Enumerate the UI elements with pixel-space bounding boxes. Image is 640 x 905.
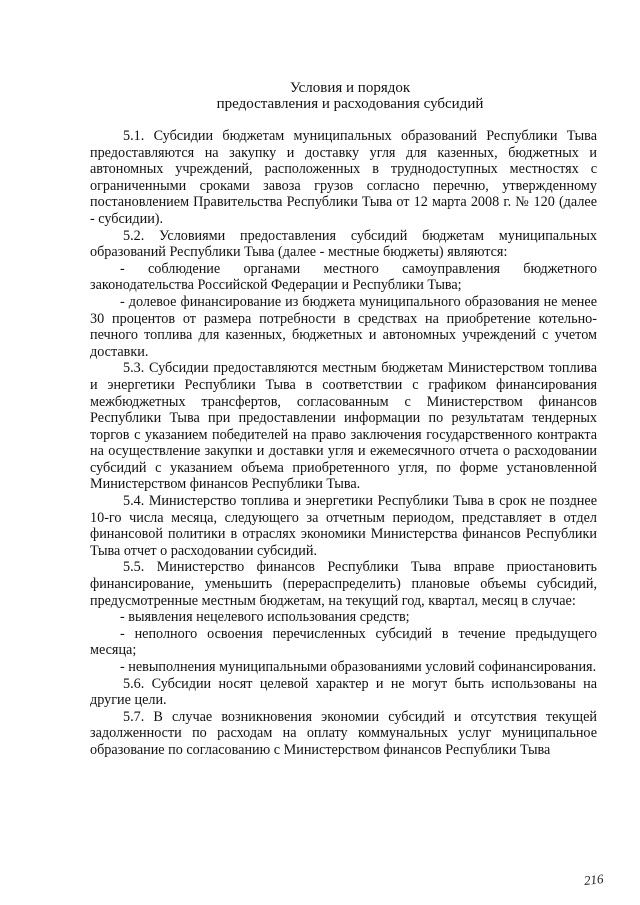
list-item-cofinancing: - долевое финансирование из бюджета муниципального образования не менее 30 процентов от размера потребности в средствах на приобретение котельно-печного топлива для казенных, бюджетных и автономных учреждений с учетом доставки. [90,293,597,360]
handwritten-page-number: 216 [583,871,605,888]
list-item-underuse: - неполного освоения перечисленных субсидий в течение предыдущего месяца; [90,625,597,659]
paragraph-5-3: 5.3. Субсидии предоставляются местным бюджетам Министерством топлива и энергетики Республики Тыва в соответствии с графиком финансирования межбюджетных трансфертов, согласованным с Министерством финансов Республики Тыва при предоставлении информации по результатам тендерных торгов с указанием победителей на право заключения государственного контракта на осуществление закупки и доставки угля и ежемесячного отчета о расходовании субсидий с указанием объема приобретенного угля, по форме установленной Министерством финансов Республики Тыва. [90,360,597,493]
document-title-line-1: Условия и порядок [289,80,411,96]
paragraph-5-6: 5.6. Субсидии носят целевой характер и не могут быть использованы на другие цели. [90,675,597,709]
paragraph-5-1: 5.1. Субсидии бюджетам муниципальных образований Республики Тыва предоставляются на закупку и доставку угля для казенных, бюджетных и автономных учреждений, расположенных в труднодоступных местностях с ограниченными сроками завоза грузов согласно перечню, утвержденному постановлением Правительства Республики Тыва от 12 марта 2008 г. № 120 (далее - субсидии). [90,128,597,227]
list-item-nonfulfillment: - невыполнения муниципальными образованиями условий софинансирования. [120,659,597,675]
paragraph-5-5: 5.5. Министерство финансов Республики Тыва вправе приостановить финансирование, уменьшить (перераспределить) плановые объемы субсидий, предусмотренные местным бюджетам, на текущий год, квартал, месяц в случае: [90,559,597,609]
paragraph-5-7: 5.7. В случае возникновения экономии субсидий и отсутствия текущей задолженности по расходам на оплату коммунальных услуг муниципальное образование по согласованию с Министерством финансов Республики Тыва [90,708,597,758]
paragraph-5-4: 5.4. Министерство топлива и энергетики Республики Тыва в срок не позднее 10-го числа месяца, следующего за отчетным периодом, представляет в отдел финансовой политики в отраслях экономики Министерства финансов Республики Тыва отчет о расходовании субсидий. [90,493,597,559]
list-item-misuse: - выявления нецелевого использования средств; [120,609,410,626]
paragraph-5-2: 5.2. Условиями предоставления субсидий бюджетам муниципальных образований Республики Тыва (далее - местные бюджеты) являются: [90,227,597,261]
document-title-line-2: предоставления и расходования субсидий [216,96,484,112]
document-body [90,128,597,759]
list-item-compliance: - соблюдение органами местного самоуправления бюджетного законодательства Российской Федерации и Республики Тыва; [90,260,597,294]
